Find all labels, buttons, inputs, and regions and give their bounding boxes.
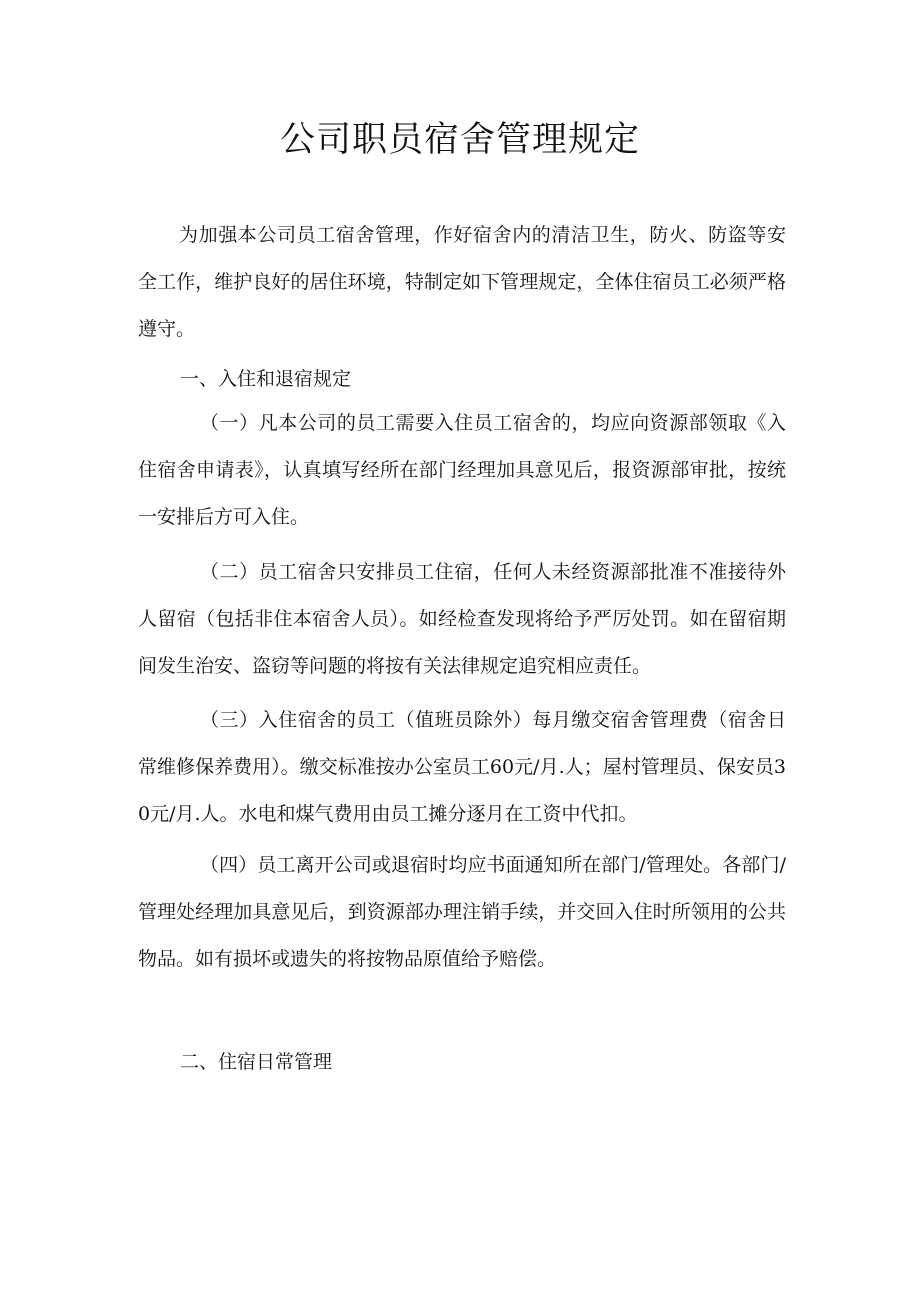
intro-paragraph: 为加强本公司员工宿舍管理，作好宿舍内的清洁卫生，防火、防盗等安全工作，维护良好的居住环境，特制定如下管理规定，全体住宿员工必须严格遵守。 xyxy=(138,224,786,340)
section-heading-2: 二、住宿日常管理 xyxy=(180,1051,333,1073)
regulation-item-4: （四）员工离开公司或退宿时均应书面通知所在部门/管理处。各部门/管理处经理加具意见后，到资源部办理注销手续，并交回入住时所领用的公共物品。如有损坏或遗失的将按物品原值给予赔偿。 xyxy=(138,854,786,970)
document-title: 公司职员宿舍管理规定 xyxy=(279,120,640,160)
regulation-item-2: （二）员工宿舍只安排员工住宿，任何人未经资源部批准不准接待外人留宿（包括非住本宿舍人员）。如经检查发现将给予严厉处罚。如在留宿期间发生治安、盗窃等问题的将按有关法律规定追究相应责任。 xyxy=(138,561,786,677)
section-heading-1: 一、入住和退宿规定 xyxy=(180,368,352,390)
regulation-item-1: （一）凡本公司的员工需要入住员工宿舍的，均应向资源部领取《入住宿舍申请表》，认真填写经所在部门经理加具意见后，报资源部审批，按统一安排后方可入住。 xyxy=(138,412,786,528)
regulation-item-3: （三）入住宿舍的员工（值班员除外）每月缴交宿舍管理费（宿舍日常维修保养费用）。缴交标准按办公室员工60元/月.人；屋村管理员、保安员30元/月.人。水电和煤气费用由员工摊分逐月在工资中代扣。 xyxy=(138,709,786,825)
